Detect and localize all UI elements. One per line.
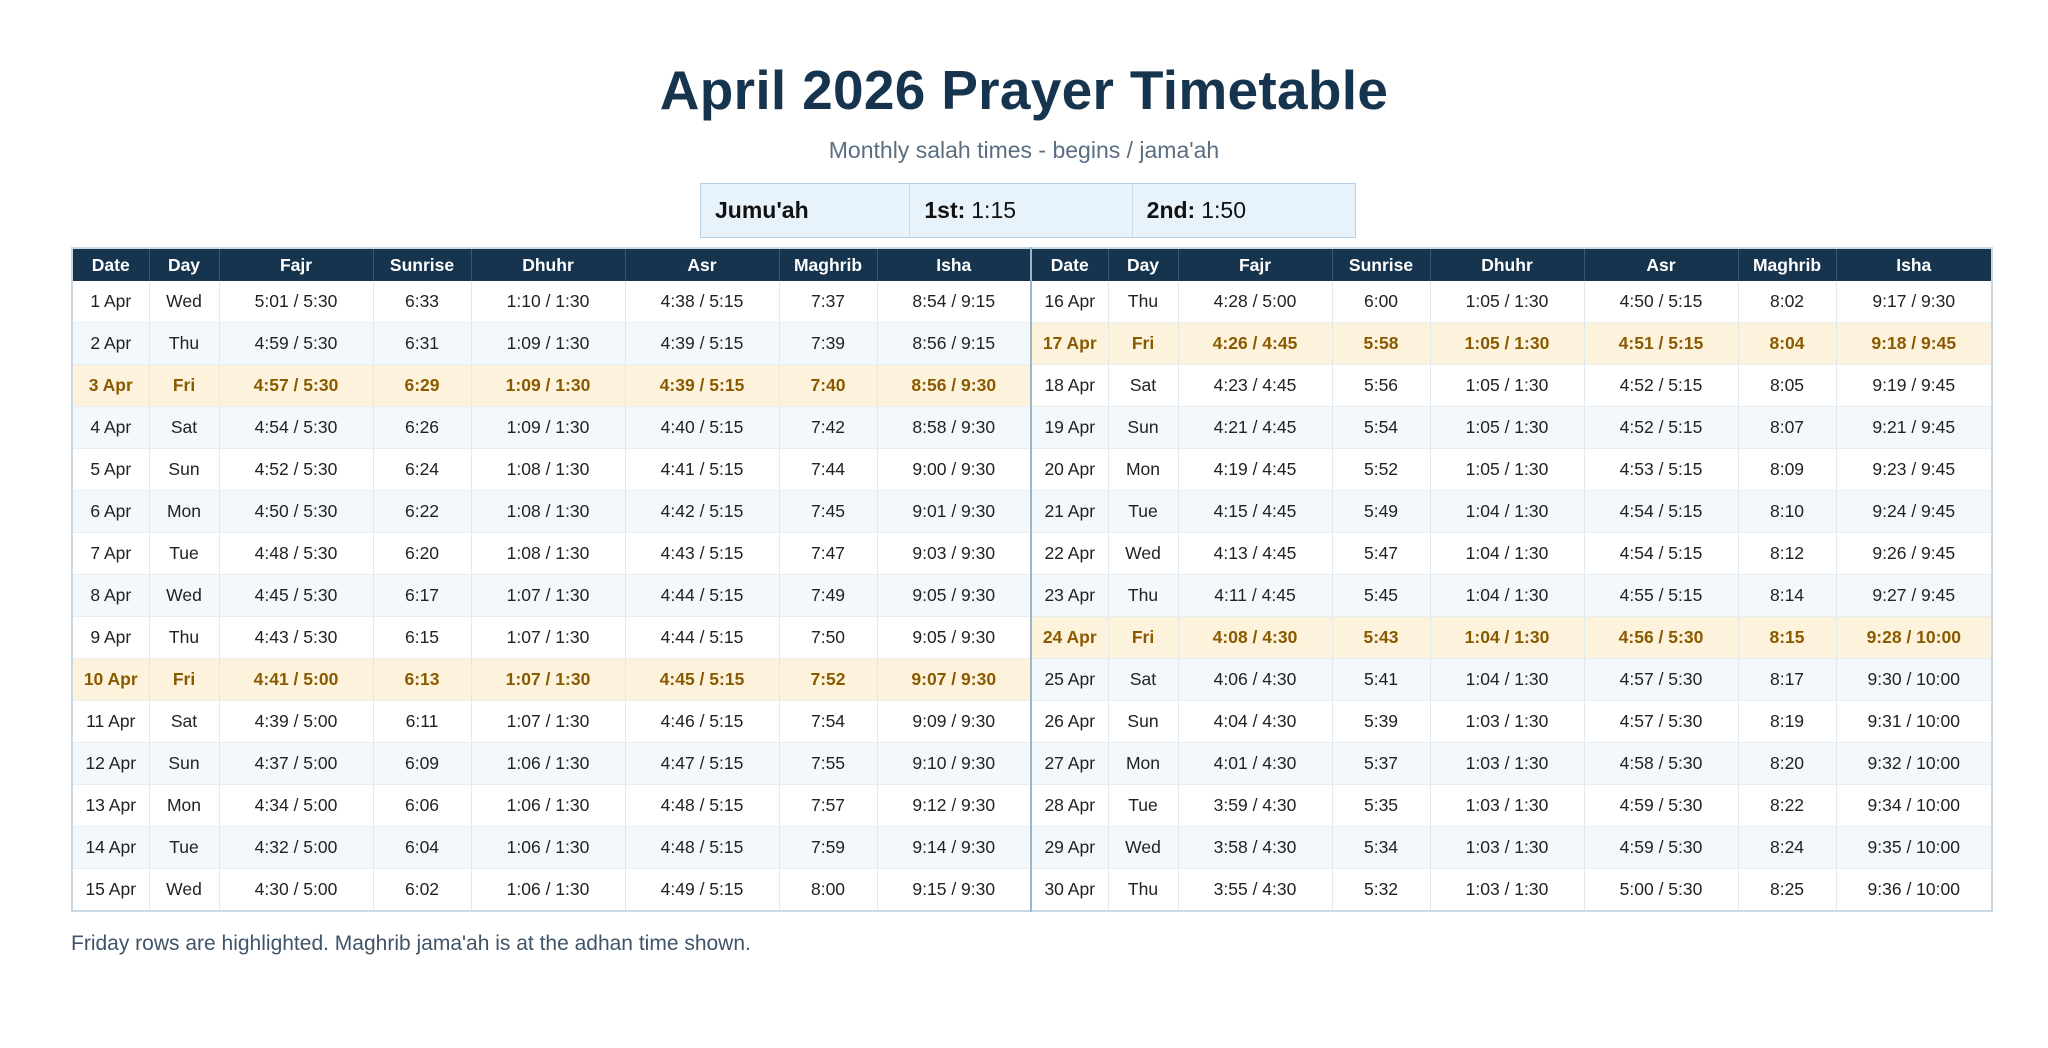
right-cell-maghrib: 8:09	[1738, 449, 1836, 491]
left-cell-fajr: 4:41 / 5:00	[219, 659, 373, 701]
right-cell-asr: 5:00 / 5:30	[1584, 869, 1738, 912]
right-cell-sunrise: 5:41	[1332, 659, 1430, 701]
left-cell-sunrise: 6:15	[373, 617, 471, 659]
right-cell-asr: 4:57 / 5:30	[1584, 659, 1738, 701]
jumuah-first-label: 1st:	[924, 197, 966, 223]
right-cell-isha: 9:35 / 10:00	[1836, 827, 1992, 869]
right-cell-maghrib: 8:14	[1738, 575, 1836, 617]
right-cell-sunrise: 5:37	[1332, 743, 1430, 785]
left-cell-dhuhr: 1:09 / 1:30	[471, 407, 625, 449]
table-row	[72, 407, 1992, 449]
column-header-sunrise: Sunrise	[373, 248, 471, 281]
left-cell-date: 11 Apr	[72, 701, 149, 743]
left-cell-sunrise: 6:13	[373, 659, 471, 701]
left-cell-maghrib: 7:42	[779, 407, 877, 449]
right-cell-dhuhr: 1:03 / 1:30	[1430, 743, 1584, 785]
left-cell-fajr: 4:54 / 5:30	[219, 407, 373, 449]
right-cell-sunrise: 5:32	[1332, 869, 1430, 912]
left-cell-date: 5 Apr	[72, 449, 149, 491]
left-cell-asr: 4:48 / 5:15	[625, 785, 779, 827]
left-cell-dhuhr: 1:07 / 1:30	[471, 617, 625, 659]
right-cell-asr: 4:56 / 5:30	[1584, 617, 1738, 659]
left-cell-maghrib: 7:52	[779, 659, 877, 701]
left-cell-day: Sun	[149, 449, 219, 491]
left-cell-dhuhr: 1:08 / 1:30	[471, 533, 625, 575]
right-cell-sunrise: 5:35	[1332, 785, 1430, 827]
left-cell-maghrib: 7:55	[779, 743, 877, 785]
right-cell-maghrib: 8:12	[1738, 533, 1836, 575]
left-cell-maghrib: 7:59	[779, 827, 877, 869]
table-row	[72, 449, 1992, 491]
left-cell-asr: 4:38 / 5:15	[625, 281, 779, 323]
right-cell-fajr: 4:26 / 4:45	[1178, 323, 1332, 365]
left-cell-day: Sat	[149, 701, 219, 743]
left-cell-dhuhr: 1:07 / 1:30	[471, 575, 625, 617]
right-cell-day: Mon	[1108, 449, 1178, 491]
left-cell-isha: 9:09 / 9:30	[877, 701, 1031, 743]
right-cell-fajr: 4:13 / 4:45	[1178, 533, 1332, 575]
column-header-fajr: Fajr	[1178, 248, 1332, 281]
jumuah-second-time: 1:50	[1201, 197, 1246, 223]
table-row	[72, 701, 1992, 743]
left-cell-isha: 8:54 / 9:15	[877, 281, 1031, 323]
right-cell-asr: 4:57 / 5:30	[1584, 701, 1738, 743]
right-cell-fajr: 4:21 / 4:45	[1178, 407, 1332, 449]
table-header-row	[72, 248, 1992, 281]
column-header-maghrib: Maghrib	[1738, 248, 1836, 281]
table-row	[72, 575, 1992, 617]
left-cell-fajr: 4:34 / 5:00	[219, 785, 373, 827]
right-cell-dhuhr: 1:04 / 1:30	[1430, 575, 1584, 617]
right-cell-fajr: 4:23 / 4:45	[1178, 365, 1332, 407]
right-cell-asr: 4:52 / 5:15	[1584, 365, 1738, 407]
right-cell-date: 22 Apr	[1031, 533, 1108, 575]
column-header-maghrib: Maghrib	[779, 248, 877, 281]
left-cell-sunrise: 6:24	[373, 449, 471, 491]
right-cell-dhuhr: 1:04 / 1:30	[1430, 617, 1584, 659]
right-cell-asr: 4:50 / 5:15	[1584, 281, 1738, 323]
right-cell-dhuhr: 1:05 / 1:30	[1430, 323, 1584, 365]
left-cell-sunrise: 6:31	[373, 323, 471, 365]
right-cell-asr: 4:53 / 5:15	[1584, 449, 1738, 491]
left-cell-day: Mon	[149, 491, 219, 533]
left-cell-isha: 8:58 / 9:30	[877, 407, 1031, 449]
left-cell-day: Sun	[149, 743, 219, 785]
left-cell-date: 10 Apr	[72, 659, 149, 701]
left-cell-asr: 4:48 / 5:15	[625, 827, 779, 869]
left-cell-dhuhr: 1:08 / 1:30	[471, 491, 625, 533]
right-cell-date: 18 Apr	[1031, 365, 1108, 407]
right-cell-sunrise: 5:58	[1332, 323, 1430, 365]
left-cell-maghrib: 7:49	[779, 575, 877, 617]
right-cell-date: 20 Apr	[1031, 449, 1108, 491]
right-cell-isha: 9:19 / 9:45	[1836, 365, 1992, 407]
column-header-dhuhr: Dhuhr	[471, 248, 625, 281]
right-cell-day: Thu	[1108, 575, 1178, 617]
right-cell-fajr: 4:04 / 4:30	[1178, 701, 1332, 743]
page-title: April 2026 Prayer Timetable	[659, 59, 1389, 121]
right-cell-day: Sun	[1108, 701, 1178, 743]
left-cell-isha: 9:00 / 9:30	[877, 449, 1031, 491]
left-cell-asr: 4:39 / 5:15	[625, 365, 779, 407]
page-subtitle: Monthly salah times - begins / jama'ah	[828, 137, 1220, 163]
right-cell-fajr: 3:58 / 4:30	[1178, 827, 1332, 869]
right-cell-dhuhr: 1:05 / 1:30	[1430, 449, 1584, 491]
right-cell-maghrib: 8:04	[1738, 323, 1836, 365]
column-header-day: Day	[1108, 248, 1178, 281]
jumuah-times-box	[700, 183, 1356, 238]
right-cell-fajr: 4:08 / 4:30	[1178, 617, 1332, 659]
left-cell-day: Tue	[149, 533, 219, 575]
prayer-timetable	[71, 247, 1993, 912]
right-cell-maghrib: 8:24	[1738, 827, 1836, 869]
left-cell-asr: 4:45 / 5:15	[625, 659, 779, 701]
right-cell-isha: 9:31 / 10:00	[1836, 701, 1992, 743]
left-cell-dhuhr: 1:06 / 1:30	[471, 827, 625, 869]
left-cell-fajr: 4:57 / 5:30	[219, 365, 373, 407]
left-cell-asr: 4:49 / 5:15	[625, 869, 779, 912]
left-cell-sunrise: 6:17	[373, 575, 471, 617]
left-cell-fajr: 4:52 / 5:30	[219, 449, 373, 491]
left-cell-date: 4 Apr	[72, 407, 149, 449]
left-cell-asr: 4:40 / 5:15	[625, 407, 779, 449]
table-row	[72, 323, 1992, 365]
right-cell-day: Fri	[1108, 323, 1178, 365]
left-cell-isha: 9:05 / 9:30	[877, 617, 1031, 659]
column-header-sunrise: Sunrise	[1332, 248, 1430, 281]
left-cell-asr: 4:44 / 5:15	[625, 617, 779, 659]
right-cell-day: Wed	[1108, 533, 1178, 575]
right-cell-maghrib: 8:22	[1738, 785, 1836, 827]
left-cell-isha: 8:56 / 9:15	[877, 323, 1031, 365]
right-cell-maghrib: 8:10	[1738, 491, 1836, 533]
left-cell-dhuhr: 1:06 / 1:30	[471, 869, 625, 912]
right-cell-fajr: 4:06 / 4:30	[1178, 659, 1332, 701]
right-cell-sunrise: 5:34	[1332, 827, 1430, 869]
left-cell-fajr: 4:45 / 5:30	[219, 575, 373, 617]
right-cell-date: 16 Apr	[1031, 281, 1108, 323]
left-cell-sunrise: 6:02	[373, 869, 471, 912]
right-cell-dhuhr: 1:04 / 1:30	[1430, 491, 1584, 533]
right-cell-isha: 9:27 / 9:45	[1836, 575, 1992, 617]
right-cell-maghrib: 8:07	[1738, 407, 1836, 449]
left-cell-fajr: 5:01 / 5:30	[219, 281, 373, 323]
left-cell-dhuhr: 1:09 / 1:30	[471, 323, 625, 365]
left-cell-dhuhr: 1:07 / 1:30	[471, 701, 625, 743]
left-cell-date: 13 Apr	[72, 785, 149, 827]
left-cell-asr: 4:43 / 5:15	[625, 533, 779, 575]
right-cell-isha: 9:30 / 10:00	[1836, 659, 1992, 701]
right-cell-dhuhr: 1:05 / 1:30	[1430, 365, 1584, 407]
left-cell-day: Tue	[149, 827, 219, 869]
column-header-dhuhr: Dhuhr	[1430, 248, 1584, 281]
left-cell-sunrise: 6:09	[373, 743, 471, 785]
right-cell-isha: 9:34 / 10:00	[1836, 785, 1992, 827]
column-header-asr: Asr	[625, 248, 779, 281]
left-cell-isha: 9:15 / 9:30	[877, 869, 1031, 912]
right-cell-asr: 4:54 / 5:15	[1584, 491, 1738, 533]
left-cell-day: Thu	[149, 617, 219, 659]
left-cell-asr: 4:44 / 5:15	[625, 575, 779, 617]
right-cell-asr: 4:51 / 5:15	[1584, 323, 1738, 365]
right-cell-fajr: 4:15 / 4:45	[1178, 491, 1332, 533]
left-cell-day: Wed	[149, 281, 219, 323]
left-cell-day: Mon	[149, 785, 219, 827]
left-cell-day: Fri	[149, 659, 219, 701]
left-cell-day: Wed	[149, 869, 219, 912]
right-cell-dhuhr: 1:04 / 1:30	[1430, 533, 1584, 575]
left-cell-maghrib: 7:39	[779, 323, 877, 365]
jumuah-label: Jumu'ah	[701, 184, 910, 237]
right-cell-dhuhr: 1:05 / 1:30	[1430, 407, 1584, 449]
column-header-asr: Asr	[1584, 248, 1738, 281]
table-row	[72, 617, 1992, 659]
right-cell-asr: 4:54 / 5:15	[1584, 533, 1738, 575]
right-cell-day: Sun	[1108, 407, 1178, 449]
right-cell-fajr: 4:19 / 4:45	[1178, 449, 1332, 491]
left-cell-date: 8 Apr	[72, 575, 149, 617]
left-cell-maghrib: 7:47	[779, 533, 877, 575]
left-cell-asr: 4:42 / 5:15	[625, 491, 779, 533]
column-header-date: Date	[72, 248, 149, 281]
left-cell-fajr: 4:37 / 5:00	[219, 743, 373, 785]
right-cell-sunrise: 5:49	[1332, 491, 1430, 533]
right-cell-maghrib: 8:02	[1738, 281, 1836, 323]
left-cell-maghrib: 7:50	[779, 617, 877, 659]
right-cell-date: 27 Apr	[1031, 743, 1108, 785]
left-cell-isha: 9:14 / 9:30	[877, 827, 1031, 869]
left-cell-sunrise: 6:29	[373, 365, 471, 407]
right-cell-maghrib: 8:17	[1738, 659, 1836, 701]
right-cell-day: Tue	[1108, 785, 1178, 827]
left-cell-sunrise: 6:20	[373, 533, 471, 575]
column-header-fajr: Fajr	[219, 248, 373, 281]
left-cell-day: Thu	[149, 323, 219, 365]
jumuah-second	[1133, 184, 1355, 237]
right-cell-date: 19 Apr	[1031, 407, 1108, 449]
right-cell-asr: 4:52 / 5:15	[1584, 407, 1738, 449]
left-cell-isha: 9:01 / 9:30	[877, 491, 1031, 533]
left-cell-fajr: 4:59 / 5:30	[219, 323, 373, 365]
right-cell-isha: 9:21 / 9:45	[1836, 407, 1992, 449]
column-header-isha: Isha	[1836, 248, 1992, 281]
left-cell-maghrib: 7:54	[779, 701, 877, 743]
left-cell-maghrib: 7:40	[779, 365, 877, 407]
right-cell-day: Tue	[1108, 491, 1178, 533]
right-cell-dhuhr: 1:03 / 1:30	[1430, 785, 1584, 827]
left-cell-sunrise: 6:11	[373, 701, 471, 743]
left-cell-sunrise: 6:04	[373, 827, 471, 869]
right-cell-maghrib: 8:15	[1738, 617, 1836, 659]
left-cell-date: 2 Apr	[72, 323, 149, 365]
right-cell-dhuhr: 1:03 / 1:30	[1430, 827, 1584, 869]
left-cell-day: Sat	[149, 407, 219, 449]
right-cell-asr: 4:55 / 5:15	[1584, 575, 1738, 617]
right-cell-day: Sat	[1108, 365, 1178, 407]
left-cell-maghrib: 8:00	[779, 869, 877, 912]
left-cell-asr: 4:39 / 5:15	[625, 323, 779, 365]
column-header-isha: Isha	[877, 248, 1031, 281]
right-cell-date: 23 Apr	[1031, 575, 1108, 617]
right-cell-fajr: 3:59 / 4:30	[1178, 785, 1332, 827]
right-cell-isha: 9:18 / 9:45	[1836, 323, 1992, 365]
left-cell-date: 15 Apr	[72, 869, 149, 912]
left-cell-sunrise: 6:06	[373, 785, 471, 827]
right-cell-isha: 9:28 / 10:00	[1836, 617, 1992, 659]
right-cell-sunrise: 5:39	[1332, 701, 1430, 743]
left-cell-sunrise: 6:26	[373, 407, 471, 449]
right-cell-maghrib: 8:25	[1738, 869, 1836, 912]
right-cell-date: 29 Apr	[1031, 827, 1108, 869]
right-cell-asr: 4:59 / 5:30	[1584, 785, 1738, 827]
left-cell-asr: 4:46 / 5:15	[625, 701, 779, 743]
left-cell-dhuhr: 1:08 / 1:30	[471, 449, 625, 491]
left-cell-fajr: 4:50 / 5:30	[219, 491, 373, 533]
right-cell-date: 17 Apr	[1031, 323, 1108, 365]
table-row	[72, 743, 1992, 785]
right-cell-sunrise: 6:00	[1332, 281, 1430, 323]
left-cell-dhuhr: 1:06 / 1:30	[471, 743, 625, 785]
left-cell-date: 6 Apr	[72, 491, 149, 533]
right-cell-fajr: 4:01 / 4:30	[1178, 743, 1332, 785]
table-row	[72, 533, 1992, 575]
left-cell-date: 9 Apr	[72, 617, 149, 659]
left-cell-asr: 4:41 / 5:15	[625, 449, 779, 491]
left-cell-date: 1 Apr	[72, 281, 149, 323]
right-cell-isha: 9:24 / 9:45	[1836, 491, 1992, 533]
right-cell-dhuhr: 1:03 / 1:30	[1430, 869, 1584, 912]
left-cell-date: 3 Apr	[72, 365, 149, 407]
right-cell-day: Thu	[1108, 869, 1178, 912]
left-cell-date: 7 Apr	[72, 533, 149, 575]
right-cell-date: 24 Apr	[1031, 617, 1108, 659]
right-cell-isha: 9:17 / 9:30	[1836, 281, 1992, 323]
right-cell-asr: 4:58 / 5:30	[1584, 743, 1738, 785]
left-cell-sunrise: 6:33	[373, 281, 471, 323]
left-cell-maghrib: 7:45	[779, 491, 877, 533]
left-cell-dhuhr: 1:07 / 1:30	[471, 659, 625, 701]
left-cell-date: 12 Apr	[72, 743, 149, 785]
left-cell-isha: 9:03 / 9:30	[877, 533, 1031, 575]
left-cell-fajr: 4:43 / 5:30	[219, 617, 373, 659]
right-cell-isha: 9:23 / 9:45	[1836, 449, 1992, 491]
right-cell-dhuhr: 1:03 / 1:30	[1430, 701, 1584, 743]
right-cell-dhuhr: 1:04 / 1:30	[1430, 659, 1584, 701]
table-row	[72, 827, 1992, 869]
left-cell-maghrib: 7:44	[779, 449, 877, 491]
left-cell-isha: 8:56 / 9:30	[877, 365, 1031, 407]
left-cell-dhuhr: 1:06 / 1:30	[471, 785, 625, 827]
right-cell-day: Wed	[1108, 827, 1178, 869]
table-row	[72, 365, 1992, 407]
right-cell-day: Fri	[1108, 617, 1178, 659]
left-cell-day: Wed	[149, 575, 219, 617]
right-cell-day: Thu	[1108, 281, 1178, 323]
right-cell-day: Mon	[1108, 743, 1178, 785]
timetable-body	[72, 281, 1992, 911]
right-cell-fajr: 4:11 / 4:45	[1178, 575, 1332, 617]
table-row	[72, 659, 1992, 701]
right-cell-fajr: 3:55 / 4:30	[1178, 869, 1332, 912]
left-cell-isha: 9:10 / 9:30	[877, 743, 1031, 785]
table-row	[72, 491, 1992, 533]
column-header-day: Day	[149, 248, 219, 281]
left-cell-sunrise: 6:22	[373, 491, 471, 533]
left-cell-isha: 9:05 / 9:30	[877, 575, 1031, 617]
right-cell-sunrise: 5:47	[1332, 533, 1430, 575]
right-cell-fajr: 4:28 / 5:00	[1178, 281, 1332, 323]
right-cell-asr: 4:59 / 5:30	[1584, 827, 1738, 869]
right-cell-sunrise: 5:56	[1332, 365, 1430, 407]
right-cell-isha: 9:26 / 9:45	[1836, 533, 1992, 575]
right-cell-date: 25 Apr	[1031, 659, 1108, 701]
right-cell-sunrise: 5:52	[1332, 449, 1430, 491]
left-cell-fajr: 4:39 / 5:00	[219, 701, 373, 743]
right-cell-isha: 9:32 / 10:00	[1836, 743, 1992, 785]
right-cell-date: 30 Apr	[1031, 869, 1108, 912]
left-cell-fajr: 4:30 / 5:00	[219, 869, 373, 912]
jumuah-first	[910, 184, 1132, 237]
right-cell-sunrise: 5:45	[1332, 575, 1430, 617]
right-cell-dhuhr: 1:05 / 1:30	[1430, 281, 1584, 323]
left-cell-fajr: 4:48 / 5:30	[219, 533, 373, 575]
left-cell-date: 14 Apr	[72, 827, 149, 869]
right-cell-maghrib: 8:05	[1738, 365, 1836, 407]
left-cell-asr: 4:47 / 5:15	[625, 743, 779, 785]
jumuah-first-time: 1:15	[971, 197, 1017, 223]
left-cell-maghrib: 7:37	[779, 281, 877, 323]
left-cell-dhuhr: 1:09 / 1:30	[471, 365, 625, 407]
left-cell-isha: 9:12 / 9:30	[877, 785, 1031, 827]
right-cell-maghrib: 8:20	[1738, 743, 1836, 785]
left-cell-fajr: 4:32 / 5:00	[219, 827, 373, 869]
left-cell-dhuhr: 1:10 / 1:30	[471, 281, 625, 323]
right-cell-date: 28 Apr	[1031, 785, 1108, 827]
right-cell-date: 21 Apr	[1031, 491, 1108, 533]
right-cell-isha: 9:36 / 10:00	[1836, 869, 1992, 912]
table-row	[72, 281, 1992, 323]
right-cell-day: Sat	[1108, 659, 1178, 701]
left-cell-maghrib: 7:57	[779, 785, 877, 827]
left-cell-isha: 9:07 / 9:30	[877, 659, 1031, 701]
right-cell-sunrise: 5:54	[1332, 407, 1430, 449]
right-cell-sunrise: 5:43	[1332, 617, 1430, 659]
footnote: Friday rows are highlighted. Maghrib jama'ah is at the adhan time shown.	[71, 932, 751, 955]
table-row	[72, 869, 1992, 912]
right-cell-date: 26 Apr	[1031, 701, 1108, 743]
column-header-date: Date	[1031, 248, 1108, 281]
table-row	[72, 785, 1992, 827]
jumuah-second-label: 2nd:	[1146, 197, 1196, 223]
left-cell-day: Fri	[149, 365, 219, 407]
right-cell-maghrib: 8:19	[1738, 701, 1836, 743]
